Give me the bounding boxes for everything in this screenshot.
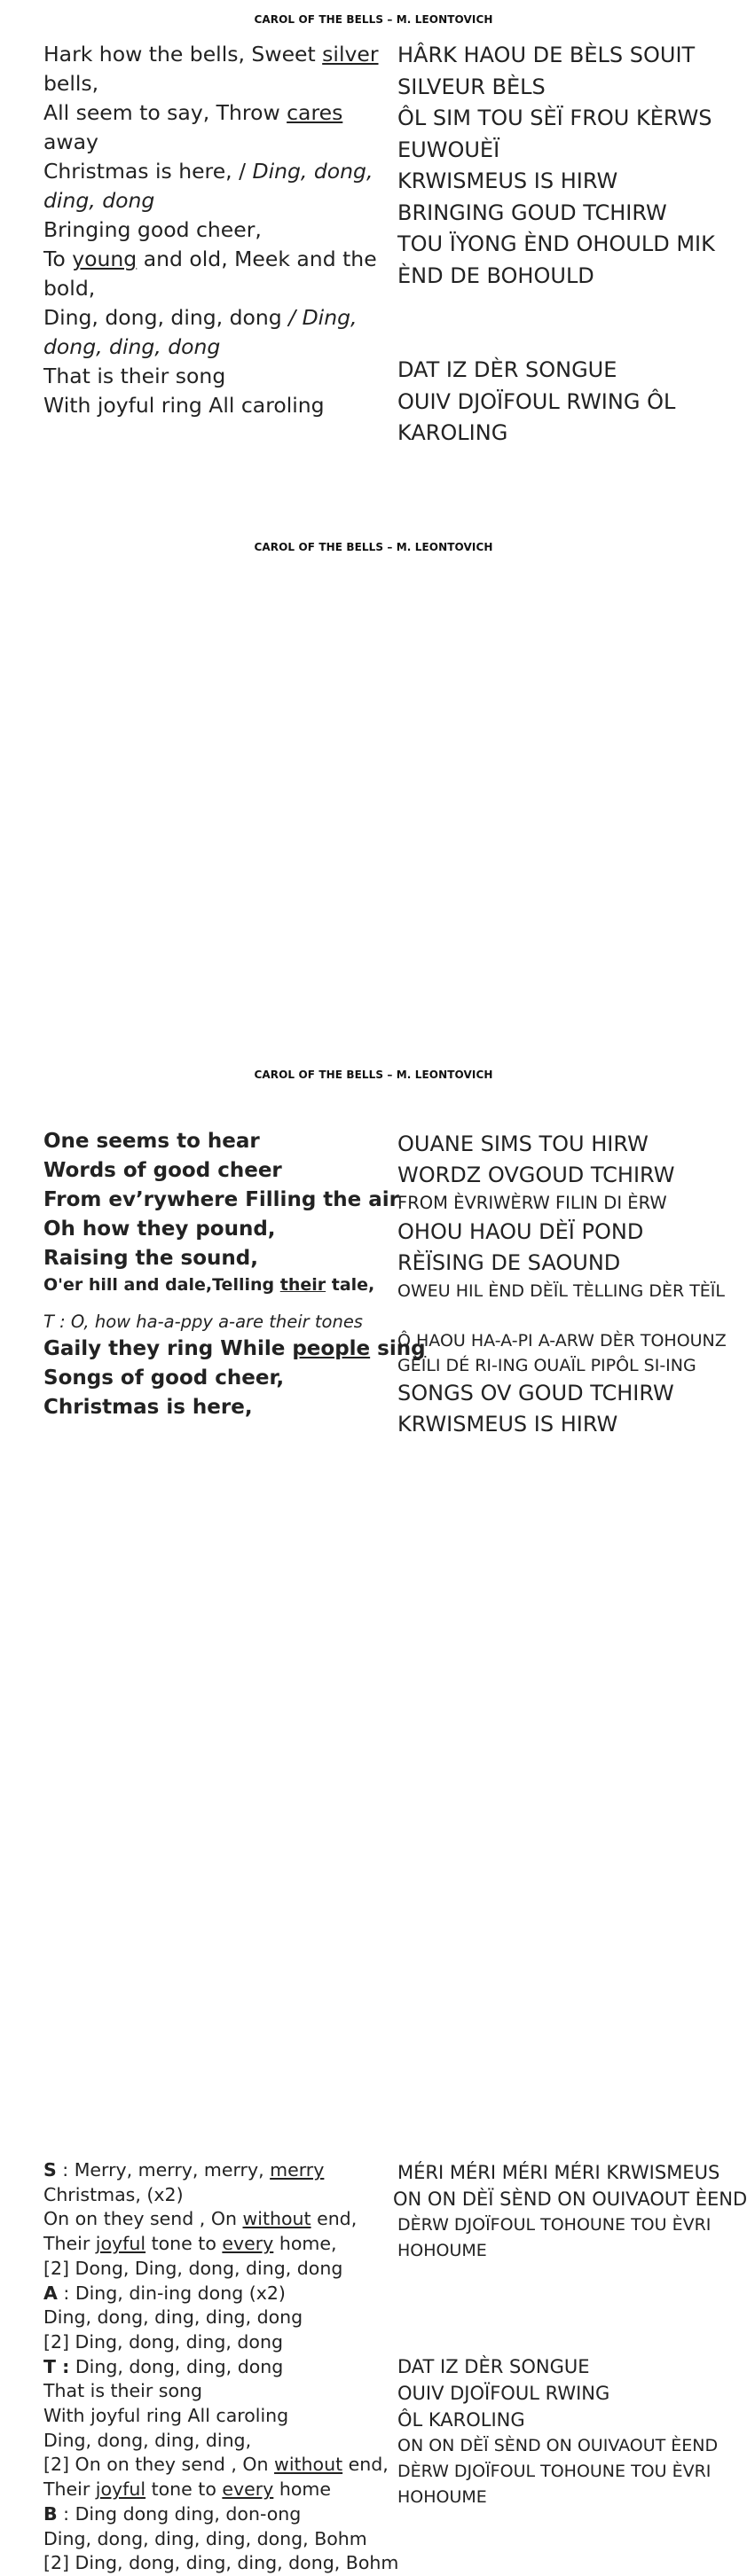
- underlined-word: every: [222, 2233, 274, 2255]
- lyric-line: With joyful ring All caroling: [43, 393, 325, 418]
- english-lyrics: [43, 40, 379, 420]
- phonetic-line: OUIV DJOÏFOUL RWING: [397, 2383, 610, 2404]
- page-1: [0, 0, 747, 528]
- lyric-line: A : Ding, din-ing dong (x2): [43, 2282, 286, 2304]
- lyric-line: Hark how the bells, Sweet silver: [43, 42, 379, 67]
- bold-label: S: [43, 2159, 57, 2181]
- phonetic-line: DAT IZ DÈR SONGUE: [397, 357, 617, 382]
- lyric-line: Ding, dong, ding, ding,: [43, 2429, 252, 2451]
- phonetic-line: KAROLING: [397, 420, 508, 445]
- phonetic-block: [393, 2353, 743, 2433]
- phonetic-line: DÈRW DJOÏFOUL TOHOUNE TOU ÈVRI: [397, 2462, 712, 2481]
- bold-label: A: [43, 2282, 58, 2304]
- lyric-line: Ding, dong, ding, dong / Ding,: [43, 305, 358, 330]
- phonetic-block-small: [393, 2433, 743, 2510]
- lyric-line: Raising the sound,: [43, 1247, 258, 1270]
- lyric-line: Oh how they pound,: [43, 1218, 276, 1241]
- italic-text: / Ding,: [288, 305, 358, 330]
- phonetic-line: ON ON DÈÏ SÈND ON OUIVAOUT ÈEND: [393, 2188, 747, 2210]
- phonetic-line: ÈND DE BOHOULD: [397, 262, 594, 288]
- lyric-line: All seem to say, Throw cares: [43, 100, 343, 125]
- page-2: [0, 528, 747, 1437]
- lyric-line: One seems to hear: [43, 1130, 260, 1153]
- lyric-line: [43, 333, 376, 362]
- lyric-line: [2] Ding, dong, ding, ding, dong, Bohm: [43, 2552, 399, 2574]
- lyric-line: Songs of good cheer,: [43, 1366, 285, 1390]
- underlined-word: joyful: [95, 2478, 146, 2501]
- italic-text: ding, dong: [43, 188, 155, 213]
- lyric-line: away: [43, 129, 98, 154]
- underlined-word: silver: [322, 42, 379, 67]
- underlined-word: merry: [270, 2159, 325, 2181]
- phonetic-line: EUWOUÈÏ: [397, 137, 500, 162]
- lyric-line: bells,: [43, 71, 99, 96]
- phonetic-line: HOHOUME: [397, 2487, 487, 2507]
- phonetic-line: MÉRI MÉRI MÉRI MÉRI KRWISMEUS: [397, 2162, 720, 2183]
- phonetic-lyrics: [393, 2159, 747, 2510]
- lyric-line: Ding, dong, ding, ding, dong: [43, 2306, 303, 2329]
- phonetic-line-small: OWEU HIL ÈND DÈÏL TÈLLING DÈR TÈÏL: [397, 1280, 725, 1301]
- underlined-word: their: [279, 1275, 326, 1295]
- phonetic-line: HOHOUME: [397, 2241, 487, 2260]
- phonetic-line: ÔL SIM TOU SÈÏ FROU KÈRWS: [397, 106, 712, 130]
- lyric-line: [43, 186, 376, 215]
- page-title: CAROL OF THE BELLS – M. LEONTOVICH: [254, 1069, 493, 1081]
- lyric-line: S : Merry, merry, merry, merry: [43, 2159, 325, 2181]
- lyric-line: Christmas is here,: [43, 1396, 253, 1419]
- phonetic-line: ÔL KAROLING: [397, 2409, 525, 2431]
- lyric-line: [2] Ding, dong, ding, dong: [43, 2330, 283, 2353]
- underlined-word: every: [222, 2478, 274, 2501]
- underlined-word: without: [274, 2454, 343, 2476]
- underlined-word: without: [242, 2208, 311, 2230]
- lyric-line: bold,: [43, 276, 96, 301]
- phonetic-line: DAT IZ DÈR SONGUE: [397, 2356, 590, 2377]
- page-3: [0, 1055, 747, 2574]
- underlined-word: people: [292, 1337, 371, 1360]
- lyric-line: Gaily they ring While people sing: [43, 1337, 426, 1360]
- phonetic-line: GÈÏLI DÉ RI-ING OUAÏL PIPÔL SI-ING: [397, 1355, 696, 1375]
- lyric-line: Bringing good cheer,: [43, 217, 262, 242]
- lyric-line: T : Ding, dong, ding, dong: [43, 2355, 284, 2377]
- lyric-line: Their joyful tone to every home: [43, 2478, 331, 2501]
- phonetic-line: TOU ÏYONG ÈND OHOULD MIK: [397, 231, 715, 256]
- lyric-line: [2] On on they send , On without end,: [43, 2454, 389, 2476]
- phonetic-block-small: [393, 2212, 743, 2264]
- underlined-word: joyful: [95, 2233, 146, 2255]
- phonetic-line: BRINGING GOUD TCHIRW: [397, 200, 667, 225]
- lyric-line: Ding, dong, ding, ding, dong, Bohm: [43, 2527, 367, 2549]
- phonetic-lyrics: [397, 40, 743, 450]
- phonetic-line: Ô HAOU HA-A-PI A-ARW DÈR TOHOUNZ: [397, 1330, 727, 1351]
- lyrics-line-small: O'er hill and dale,Telling their tale,: [43, 1275, 375, 1295]
- tenor-line: T : O, how ha-a-ppy a-are their tones: [43, 1311, 363, 1332]
- phonetic-line: OUANE SIMS TOU HIRW: [397, 1131, 649, 1156]
- phonetic-line: OHOU HAOU DÈÏ POND: [397, 1218, 644, 1244]
- lyric-line: That is their song: [43, 2380, 203, 2402]
- lyric-line: On on they send , On without end,: [43, 2208, 358, 2230]
- english-lyrics: [43, 2158, 399, 2576]
- phonetic-line: RÈÏSING DE SAOUND: [397, 1249, 621, 1275]
- italic-text: dong, ding, dong: [43, 334, 221, 359]
- lyric-line: Words of good cheer: [43, 1159, 282, 1182]
- lyric-line: To young and old, Meek and the: [43, 247, 377, 271]
- lyric-line: From ev’rywhere Filling the air: [43, 1188, 400, 1211]
- phonetic-line: KRWISMEUS IS HIRW: [397, 168, 618, 193]
- phonetic-line: SONGS OV GOUD TCHIRW: [397, 1380, 674, 1405]
- phonetic-line: OUIV DJOÏFOUL RWING ÔL: [397, 388, 676, 414]
- lyric-line: Their joyful tone to every home,: [43, 2233, 337, 2255]
- underlined-word: cares: [287, 100, 343, 125]
- lyric-line: Christmas, (x2): [43, 2183, 184, 2205]
- lyric-line: B : Ding dong ding, don-ong: [43, 2502, 302, 2525]
- phonetic-line: HÂRK HAOU DE BÈLS SOUIT: [397, 43, 696, 67]
- lyric-line: [2] Dong, Ding, dong, ding, dong: [43, 2257, 343, 2279]
- lyric-line: Christmas is here, / Ding, dong,: [43, 159, 374, 184]
- phonetic-line: WORDZ OVGOUD TCHIRW: [397, 1163, 675, 1187]
- lyric-line: That is their song: [43, 364, 226, 388]
- lyric-line: With joyful ring All caroling: [43, 2405, 289, 2427]
- bold-label: B: [43, 2502, 58, 2525]
- page-title: CAROL OF THE BELLS – M. LEONTOVICH: [254, 13, 493, 26]
- phonetic-line: ON ON DÈÏ SÈND ON OUIVAOUT ÈEND: [397, 2436, 719, 2455]
- phonetic-line: DÈRW DJOÏFOUL TOHOUNE TOU ÈVRI: [397, 2215, 712, 2235]
- bold-label: T :: [43, 2355, 70, 2377]
- phonetic-line: SILVEUR BÈLS: [397, 74, 546, 99]
- underlined-word: young: [72, 247, 138, 271]
- phonetic-line: FROM ÈVRIWÈRW FILIN DI ÈRW: [397, 1193, 667, 1213]
- phonetic-line: KRWISMEUS IS HIRW: [397, 1411, 618, 1437]
- page-title: CAROL OF THE BELLS – M. LEONTOVICH: [254, 541, 493, 553]
- italic-text: Ding, dong,: [252, 159, 374, 184]
